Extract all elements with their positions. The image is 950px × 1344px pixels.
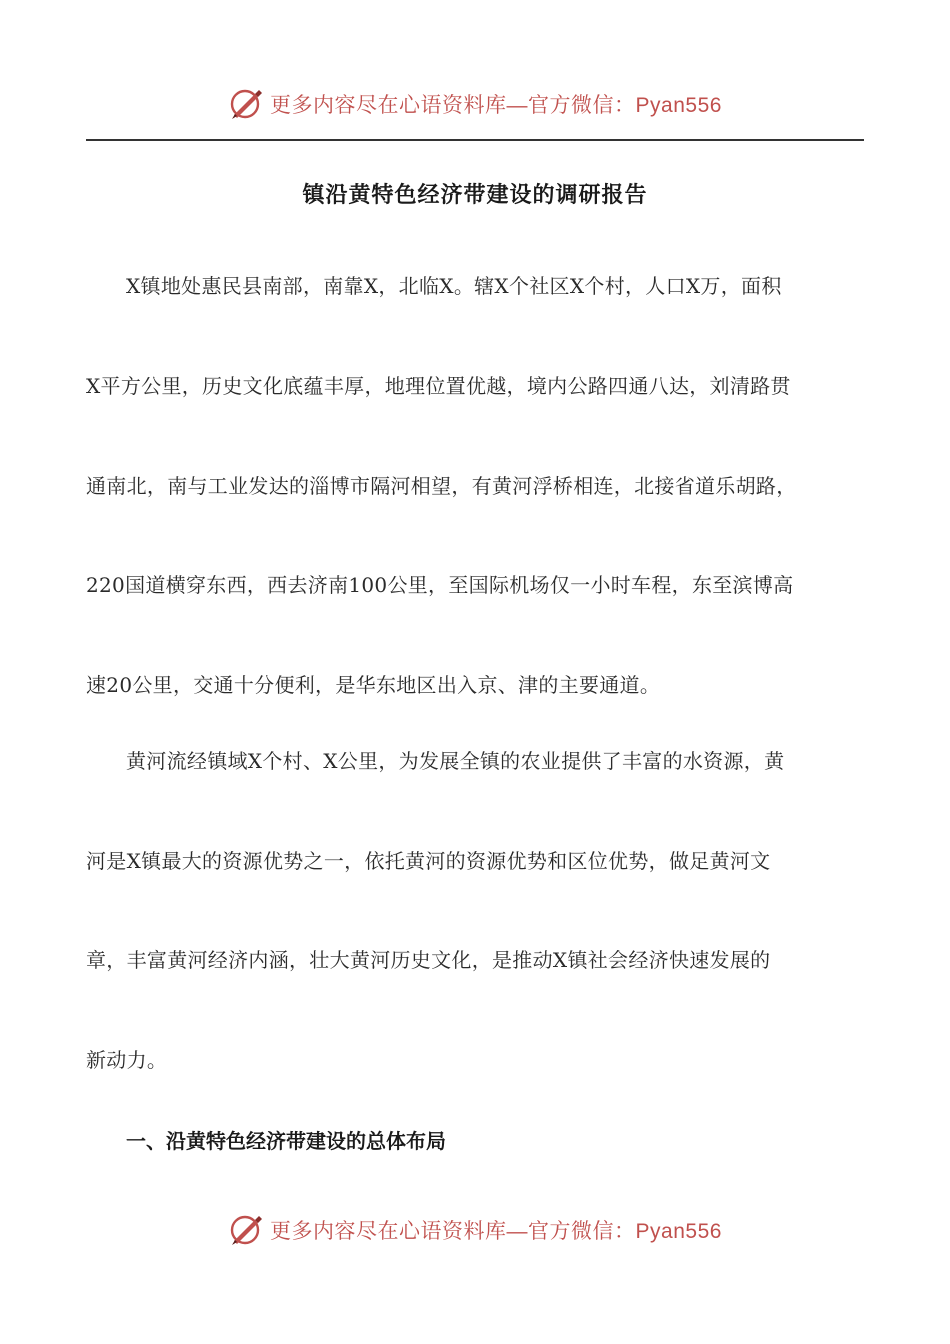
watermark-wechat-id: Pyan556 [635,1220,722,1243]
paragraph-2-line-3: 章，丰富黄河经济内涵，壮大黄河历史文化，是推动X镇社会经济快速发展的 [86,948,771,972]
paragraph-1-line-1: X镇地处惠民县南部，南靠X，北临X。辖X个社区X个村，人口X万，面积 [126,274,782,298]
paragraph-1-line-3: 通南北，南与工业发达的淄博市隔河相望，有黄河浮桥相连，北接省道乐胡路， [86,474,797,498]
watermark-brand: 更多内容尽在心语资料库 [270,1219,507,1243]
watermark-text [270,89,722,119]
watermark-footer [0,1210,950,1250]
section-heading: 一、沿黄特色经济带建设的总体布局 [126,1129,446,1153]
watermark-text [270,1215,722,1245]
watermark-wechat-id: Pyan556 [635,94,722,117]
paragraph-2-line-2: 河是X镇最大的资源优势之一，依托黄河的资源优势和区位优势，做足黄河文 [86,849,771,873]
paragraph-1-line-4: 220国道横穿东西，西去济南100公里，至国际机场仅一小时车程，东至滨博高 [86,573,794,597]
paragraph-2-line-4: 新动力。 [86,1048,168,1072]
paragraph-2-line-1: 黄河流经镇域X个村、X公里，为发展全镇的农业提供了丰富的水资源，黄 [126,749,785,773]
header-divider [86,139,864,141]
watermark-header [0,84,950,124]
paragraph-1-line-2: X平方公里，历史文化底蕴丰厚，地理位置优越，境内公路四通八达，刘清路贯 [86,374,791,398]
watermark-wechat-label: 官方微信： [528,93,636,117]
watermark-dash: — [506,1220,529,1243]
watermark-dash: — [506,94,529,117]
document-title: 镇沿黄特色经济带建设的调研报告 [302,183,648,208]
paragraph-1-line-5: 速20公里，交通十分便利，是华东地区出入京、津的主要通道。 [86,673,661,697]
watermark-brand: 更多内容尽在心语资料库 [270,93,507,117]
watermark-wechat-label: 官方微信： [528,1219,636,1243]
pen-circle-logo-icon [228,1212,264,1248]
pen-circle-logo-icon [228,86,264,122]
